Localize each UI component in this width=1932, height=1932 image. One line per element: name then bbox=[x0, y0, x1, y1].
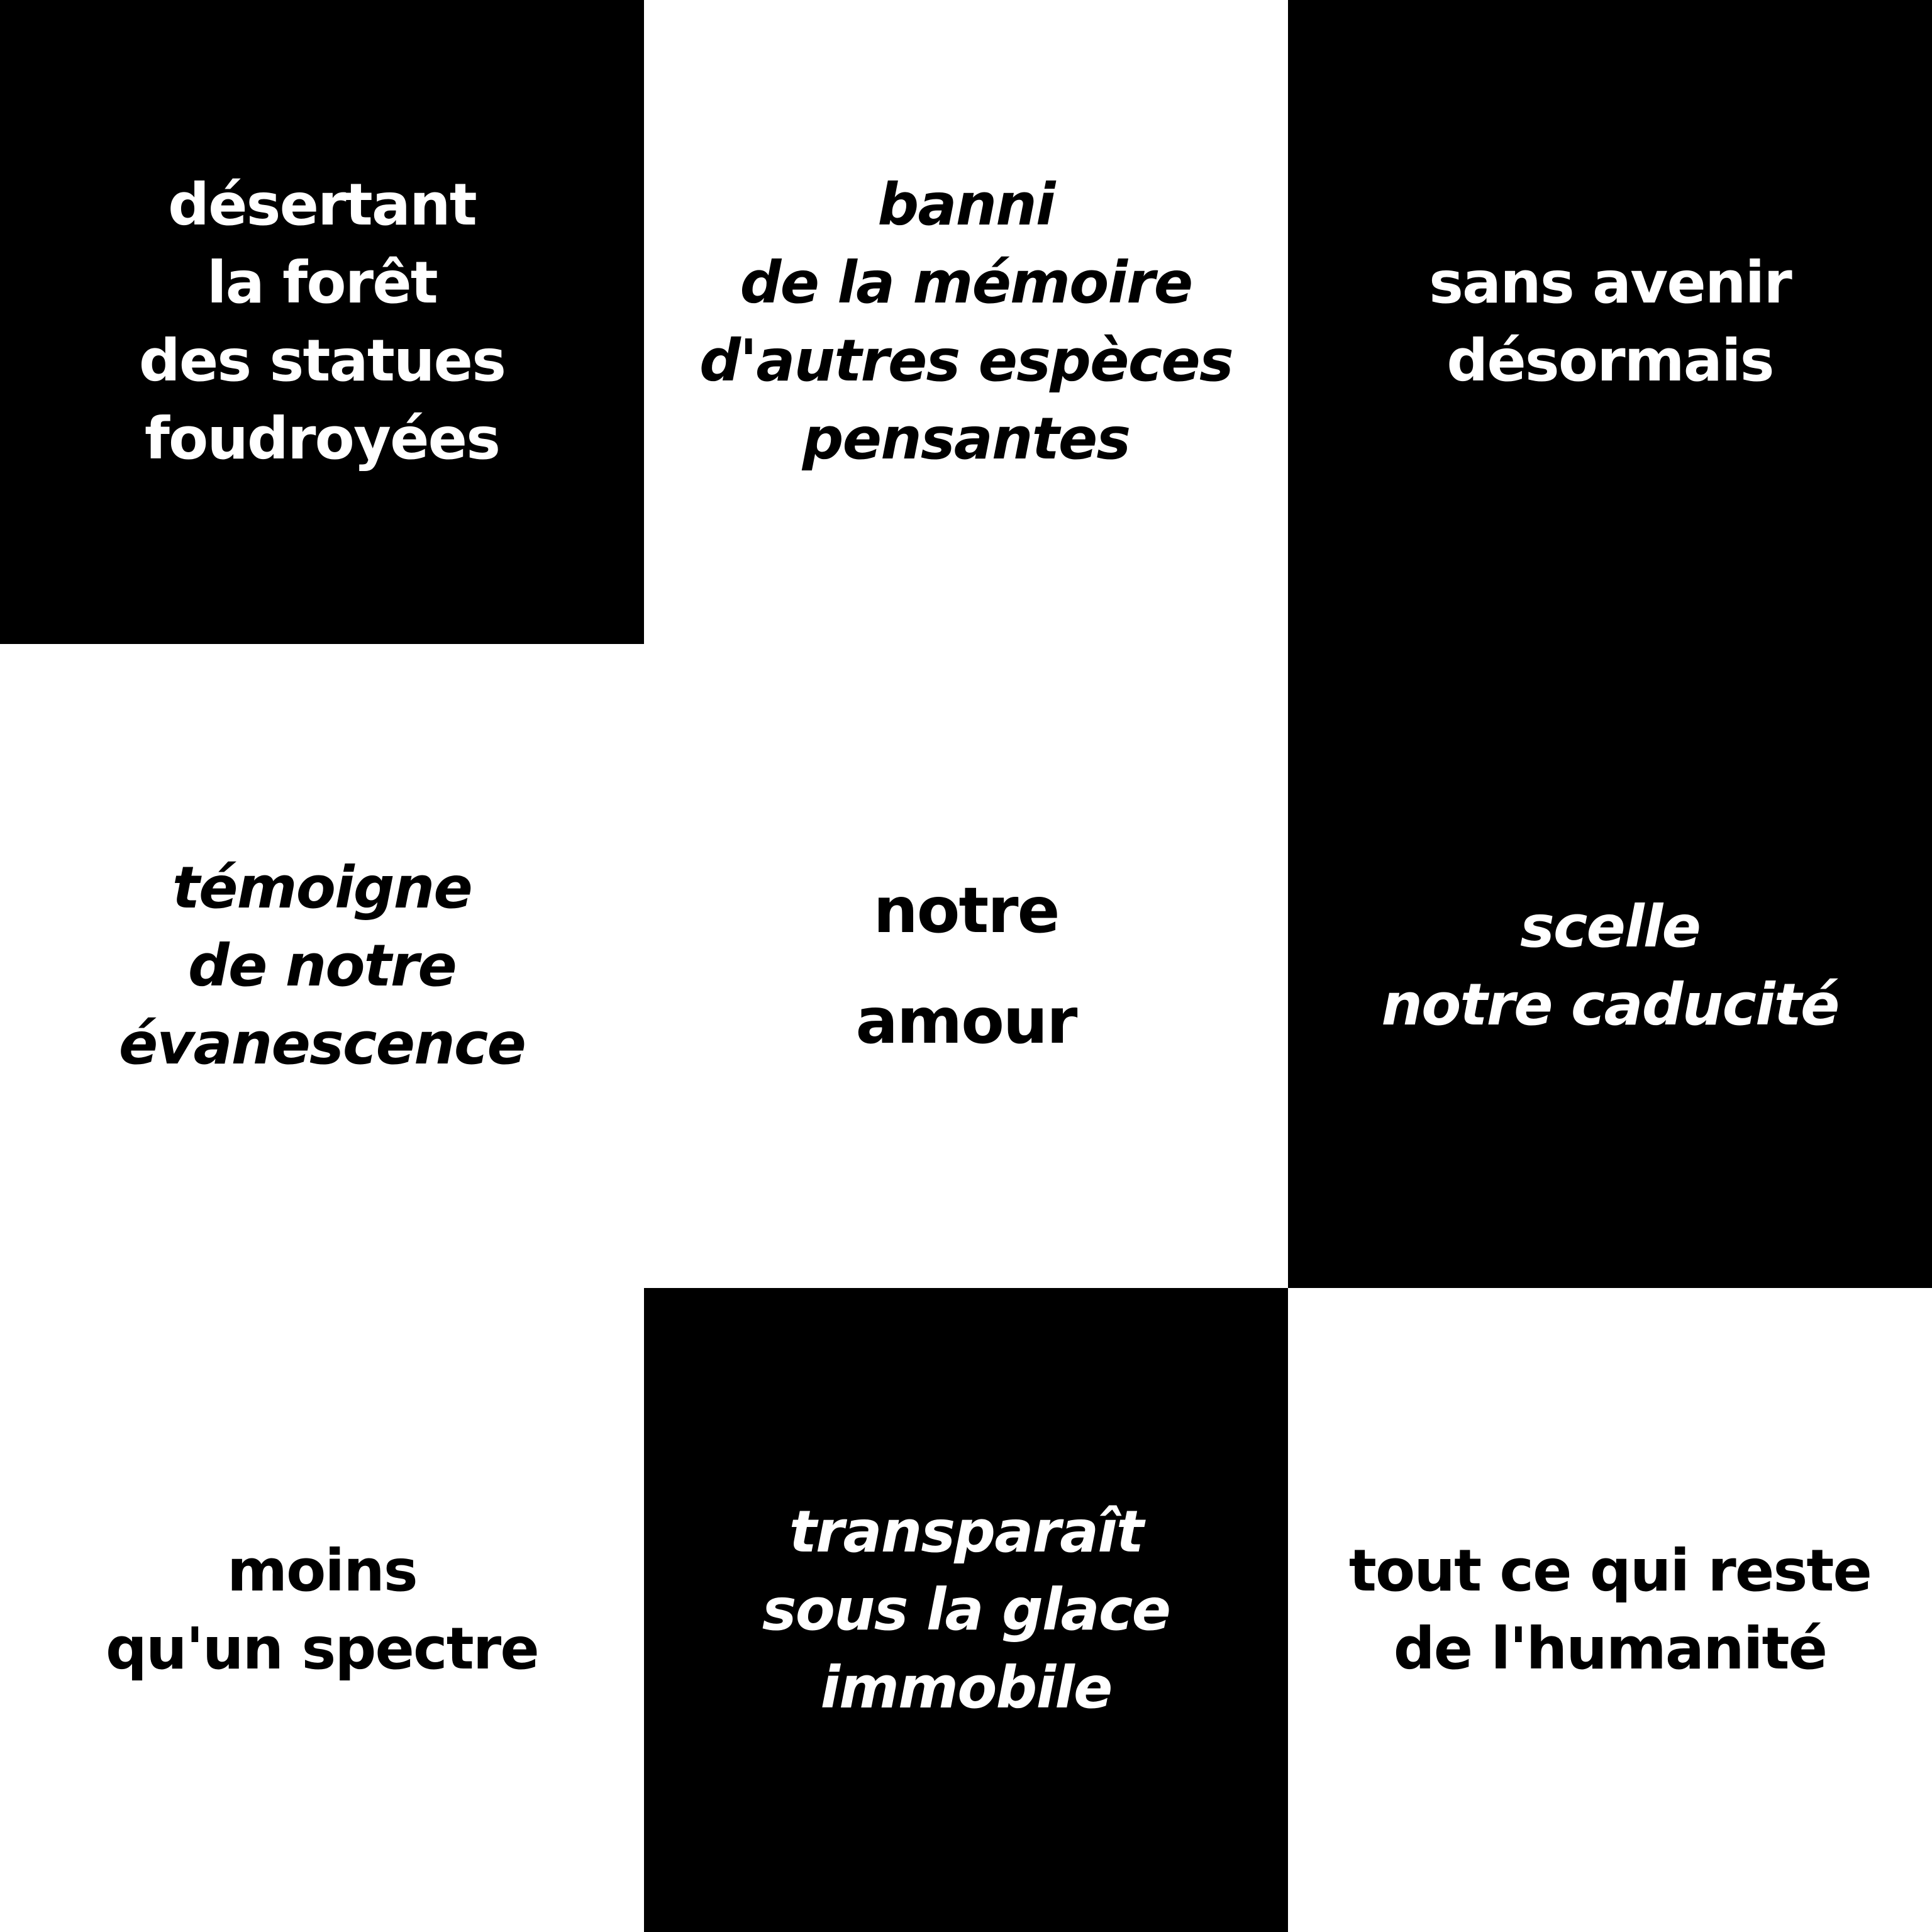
poem-line: de l'humanité bbox=[1393, 1615, 1827, 1682]
cell-scelle bbox=[1288, 644, 1932, 1288]
poem-line: immobile bbox=[820, 1654, 1112, 1722]
cell-desertant bbox=[0, 0, 644, 644]
poem-line: pensantes bbox=[802, 405, 1130, 473]
poem-line: la forêt bbox=[207, 248, 437, 316]
poem-line: des statues bbox=[138, 327, 506, 394]
poem-line: sous la glace bbox=[762, 1575, 1170, 1643]
poem-line: tout ce qui reste bbox=[1348, 1536, 1872, 1604]
cell-moins bbox=[0, 1288, 644, 1932]
poem-line: de la mémoire bbox=[740, 248, 1192, 316]
cell-transparait bbox=[644, 1288, 1288, 1932]
poem-line: notre bbox=[873, 874, 1059, 947]
poem-line: transparaît bbox=[789, 1497, 1143, 1565]
poem-line: témoigne bbox=[172, 853, 472, 921]
poem-line: banni bbox=[877, 170, 1055, 238]
poem-line: désertant bbox=[168, 170, 476, 238]
poem-line: évanescence bbox=[118, 1010, 526, 1078]
cell-banni bbox=[644, 0, 1288, 644]
poem-line: amour bbox=[855, 984, 1077, 1058]
poem-line: notre caducité bbox=[1381, 971, 1839, 1038]
poem-line: moins bbox=[227, 1536, 417, 1604]
poem-line: scelle bbox=[1519, 892, 1701, 960]
poem-line: sans avenir bbox=[1429, 248, 1791, 316]
cell-sans-avenir bbox=[1288, 0, 1932, 644]
poem-line: qu'un spectre bbox=[106, 1615, 538, 1682]
poem-line: désormais bbox=[1446, 327, 1774, 394]
cell-notre-amour bbox=[644, 644, 1288, 1288]
poem-line: de notre bbox=[187, 931, 456, 999]
poem-line: foudroyées bbox=[144, 405, 500, 473]
poem-line: d'autres espèces bbox=[699, 327, 1233, 394]
cell-tout-ce-qui-reste bbox=[1288, 1288, 1932, 1932]
cell-temoigne bbox=[0, 644, 644, 1288]
